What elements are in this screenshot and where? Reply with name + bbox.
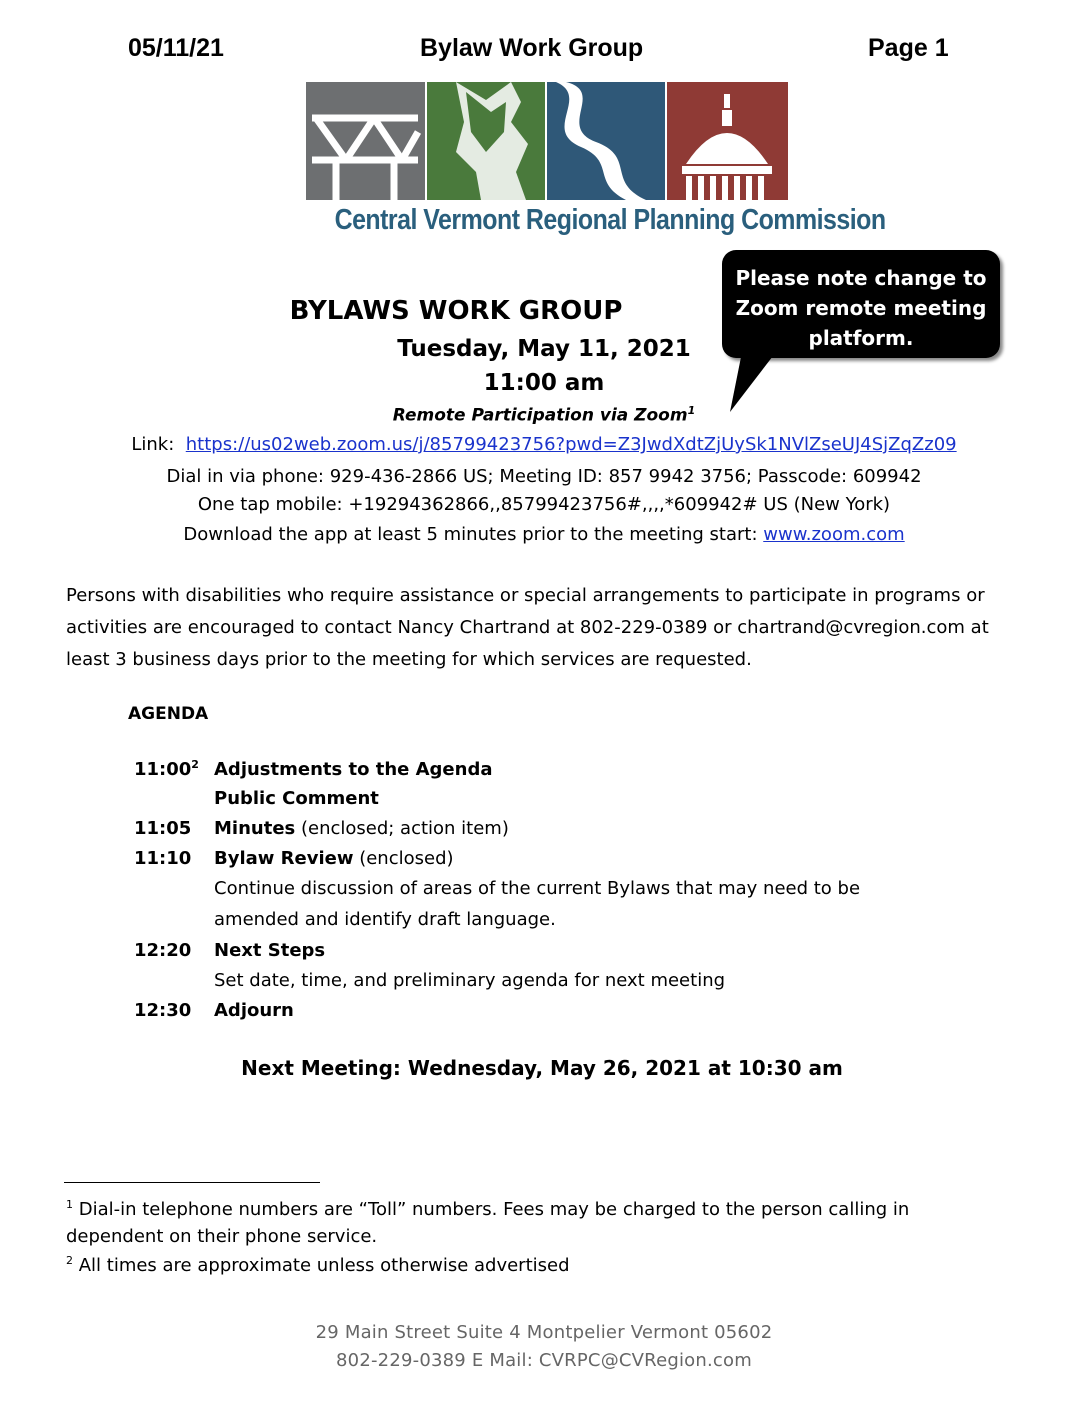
meeting-time: 11:00 am <box>483 370 605 396</box>
agenda-time <box>134 758 214 780</box>
accessibility-line-2: activities are encouraged to contact Nancy Chartrand at 802-229-0389 or chartrand@cvregion.com at <box>66 617 989 638</box>
agenda-time-value: 11:00 <box>134 759 192 780</box>
header-page-number: Page 1 <box>868 34 949 62</box>
agenda-time: 11:10 <box>134 848 192 869</box>
agenda-item <box>134 818 509 839</box>
zoom-meeting-link[interactable]: https://us02web.zoom.us/j/85799423756?pwd=Z3JwdXdtZjUySk1NVlZseUJ4SjZqZz09 <box>185 434 957 455</box>
download-line <box>0 524 1088 545</box>
footnote-1-number: 1 <box>66 1198 73 1211</box>
agenda-title: Adjourn <box>214 1000 294 1021</box>
dial-in-info: Dial in via phone: 929-436-2866 US; Meeting ID: 857 9942 3756; Passcode: 609942 <box>166 466 922 487</box>
footer-address: 29 Main Street Suite 4 Montpelier Vermont 05602 <box>315 1322 773 1343</box>
zoom-link-line <box>0 434 1088 455</box>
agenda-title: Minutes <box>214 818 296 839</box>
footnote-2-number: 2 <box>66 1254 73 1267</box>
logo-org-name: Central Vermont Regional Planning Commission <box>334 204 886 236</box>
bylaw-review-description-2: amended and identify draft language. <box>214 909 556 930</box>
agenda-item <box>134 940 325 961</box>
footnote-ref-1: 1 <box>687 404 696 417</box>
agenda-heading: AGENDA <box>128 704 209 724</box>
bylaw-review-description-1: Continue discussion of areas of the current Bylaws that may need to be <box>214 878 861 899</box>
accessibility-line-1: Persons with disabilities who require assistance or special arrangements to participate in programs or <box>66 585 985 606</box>
link-label: Link: <box>131 434 175 455</box>
agenda-time: 12:20 <box>134 940 192 961</box>
next-meeting: Next Meeting: Wednesday, May 26, 2021 at 10:30 am <box>241 1056 843 1080</box>
header-title: Bylaw Work Group <box>420 34 644 62</box>
agenda-title: Public Comment <box>214 788 379 809</box>
callout-line-3: platform. <box>808 326 914 350</box>
footnote-1-text: Dial-in telephone numbers are “Toll” numbers. Fees may be charged to the person calling in <box>73 1199 910 1220</box>
footer-contact: 802-229-0389 E Mail: CVRPC@CVRegion.com <box>336 1350 752 1371</box>
cvrpc-logo <box>306 82 788 200</box>
agenda-item <box>134 758 492 780</box>
agenda-note: (enclosed) <box>353 848 454 869</box>
agenda-item <box>134 1000 294 1021</box>
meeting-date: Tuesday, May 11, 2021 <box>397 336 691 362</box>
footnote-1 <box>66 1198 909 1220</box>
footnote-1-continued: dependent on their phone service. <box>66 1226 378 1247</box>
zoom-website-link[interactable]: www.zoom.com <box>763 524 905 545</box>
agenda-time: 12:30 <box>134 1000 192 1021</box>
callout-line-1: Please note change to <box>735 266 987 290</box>
footnote-2 <box>66 1254 570 1276</box>
callout-line-2: Zoom remote meeting <box>735 296 987 320</box>
agenda-title: Next Steps <box>214 940 326 961</box>
remote-participation <box>0 404 1088 426</box>
footnote-2-text: All times are approximate unless otherwise advertised <box>73 1255 570 1276</box>
agenda-time: 11:05 <box>134 818 192 839</box>
agenda-title: Adjustments to the Agenda <box>214 759 493 780</box>
agenda-note: (enclosed; action item) <box>295 818 509 839</box>
agenda-title: Bylaw Review <box>214 848 354 869</box>
footnote-ref-2: 2 <box>191 758 199 771</box>
next-steps-description: Set date, time, and preliminary agenda for next meeting <box>214 970 726 991</box>
download-text: Download the app at least 5 minutes prior to the meeting start: <box>183 524 764 545</box>
footnote-divider <box>64 1182 320 1183</box>
remote-participation-text: Remote Participation via Zoom <box>392 405 688 426</box>
agenda-item <box>134 788 379 809</box>
agenda-item <box>134 848 454 869</box>
meeting-title: BYLAWS WORK GROUP <box>289 296 623 326</box>
one-tap-mobile: One tap mobile: +19294362866,,85799423756#,,,,*609942# US (New York) <box>197 494 891 515</box>
accessibility-line-3: least 3 business days prior to the meeting for which services are requested. <box>66 649 752 670</box>
header-date: 05/11/21 <box>128 34 224 62</box>
accessibility-notice <box>66 580 1036 676</box>
